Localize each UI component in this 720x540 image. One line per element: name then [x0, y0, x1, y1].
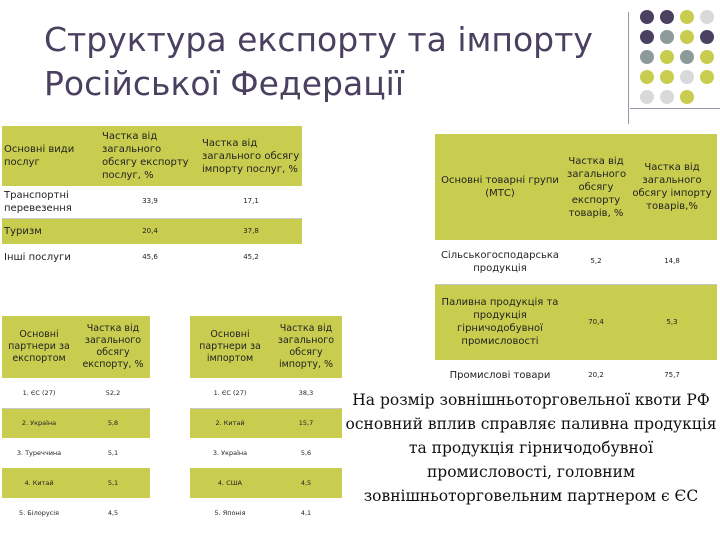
table-row: [190, 468, 342, 498]
partner-share: 15,7: [298, 419, 314, 428]
dot-decor: [660, 90, 674, 104]
dot-decor: [640, 70, 654, 84]
table-header-row: [190, 316, 342, 378]
export-value: 33,9: [100, 186, 200, 218]
dot-decor: [680, 70, 694, 84]
partner-name: 1. ЄС (27): [2, 378, 76, 408]
partner-share: 5,6: [300, 449, 312, 457]
dot-decor: [640, 50, 654, 64]
row-label: Інші послуги: [4, 251, 71, 263]
dot-decor: [680, 50, 694, 64]
dot-decor: [640, 90, 654, 104]
dot-decor: [660, 70, 674, 84]
goods-structure-table: [435, 134, 717, 390]
table-row: [2, 438, 150, 468]
decor-dot-grid: [640, 10, 720, 120]
row-label: Сільськогосподарська продукція: [435, 240, 565, 284]
dot-decor: [700, 10, 714, 24]
services-structure-table: [2, 126, 302, 270]
table-row: [190, 378, 342, 408]
partner-name: 2. Китай: [215, 419, 245, 428]
header-cell: Основні види послуг: [4, 144, 75, 168]
table-row: [2, 244, 302, 270]
export-value: 20,2: [588, 370, 604, 379]
import-value: 17,1: [200, 186, 302, 218]
header-cell: Частка від загального обсягу експорту послуг, %: [102, 131, 189, 181]
table-row: [190, 498, 342, 528]
table-row: [2, 468, 150, 498]
dot-decor: [660, 50, 674, 64]
table-row: [2, 498, 150, 528]
table-header-row: [435, 134, 717, 240]
conclusion-text: На розмір зовнішньоторговельної квоти РФ основний вплив справляє паливна продукція та продукція гірничодобувної промисловості, головним зовнішньоторговельним партнером є ЄС: [345, 391, 717, 505]
dot-decor: [680, 30, 694, 44]
partner-share: 4,1: [300, 509, 312, 517]
dot-decor: [640, 30, 654, 44]
row-label: Паливна продукція та продукція гірничодобувної промисловості: [441, 297, 559, 348]
row-label: Промислові товари: [449, 369, 551, 381]
dot-decor: [680, 10, 694, 24]
import-value: 75,7: [664, 370, 680, 379]
decor-vertical-line: [628, 12, 629, 124]
partner-share: 38,3: [270, 378, 342, 408]
table-row: [435, 360, 717, 390]
partner-name: 4. Китай: [24, 479, 54, 487]
dot-decor: [700, 30, 714, 44]
header-cell: Основні партнери за імпортом: [199, 329, 261, 364]
dot-decor: [640, 10, 654, 24]
table-row: [2, 378, 150, 408]
partner-name: 3. Україна: [212, 449, 248, 457]
header-cell: Основні товарні групи (МТС): [441, 175, 559, 199]
export-value: 70,4: [588, 317, 604, 326]
import-partners-table: [190, 316, 342, 528]
partner-share: 4,5: [300, 479, 312, 487]
partner-share: 5,1: [107, 479, 119, 487]
import-value: 37,8: [243, 226, 259, 235]
table-row: [2, 218, 302, 244]
dot-decor: [660, 10, 674, 24]
export-partners-table: [2, 316, 150, 528]
dot-decor: [700, 50, 714, 64]
export-value: 45,6: [142, 252, 158, 261]
import-value: 45,2: [243, 252, 259, 261]
header-cell: Основні партнери за експортом: [8, 329, 70, 364]
table-header-row: [2, 316, 150, 378]
row-label: Туризм: [4, 225, 42, 237]
partner-share: 4,5: [107, 509, 119, 517]
table-header-row: [2, 126, 302, 186]
dot-decor: [680, 90, 694, 104]
partner-name: 5. Японія: [214, 509, 246, 517]
dot-decor: [660, 30, 674, 44]
dot-decor: [700, 70, 714, 84]
slide-title: Структура експорту та імпорту Російської Федерації: [44, 20, 593, 103]
export-value: 5,2: [565, 240, 627, 284]
partner-name: 3. Туреччина: [16, 449, 62, 457]
row-label: Транспортні перевезення: [2, 186, 100, 218]
partner-name: 4. США: [217, 479, 243, 487]
partner-name: 5. Білорусія: [19, 509, 59, 517]
table-row: [435, 240, 717, 284]
table-row: [435, 284, 717, 360]
partner-name: 1. ЄС (27): [190, 378, 270, 408]
table-row: [190, 438, 342, 468]
header-cell: Частка від загального обсягу імпорту, %: [277, 323, 335, 370]
header-cell: Частка від загального обсягу експорту, %: [82, 323, 144, 370]
import-value: 5,3: [666, 317, 678, 326]
header-cell: Частка від загального обсягу експорту товарів, %: [567, 155, 627, 219]
partner-share: 5,8: [107, 419, 119, 428]
table-row: [190, 408, 342, 438]
header-cell: Частка від загального обсягу імпорту товарів,%: [632, 162, 712, 212]
table-row: [2, 408, 150, 438]
header-cell: Частка від загального обсягу імпорту послуг, %: [202, 137, 300, 175]
import-value: 14,8: [627, 240, 717, 284]
table-row: [2, 186, 302, 218]
export-value: 20,4: [142, 226, 158, 235]
partner-name: 2. Україна: [21, 419, 57, 428]
partner-share: 5,1: [107, 449, 119, 457]
partner-share: 52,2: [76, 378, 150, 408]
